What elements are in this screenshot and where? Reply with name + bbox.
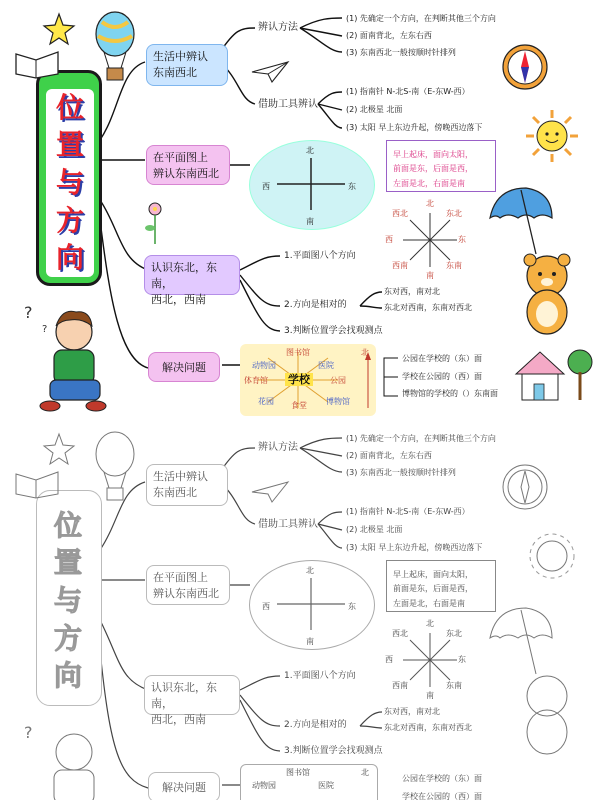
- compass-icon: [500, 462, 550, 512]
- title-char: 方: [55, 203, 84, 237]
- title-char: 与: [55, 165, 84, 199]
- dir-s: 南: [426, 271, 434, 280]
- sun-rule-box: [386, 560, 496, 612]
- dir-sw: 西南: [392, 681, 408, 690]
- branch-label: 解决问题: [162, 781, 206, 794]
- branch-life-directions: [146, 464, 228, 506]
- title-char: 向: [53, 659, 82, 693]
- svg-text:?: ?: [24, 303, 33, 322]
- branch-plan-directions: [146, 145, 230, 185]
- branch-label: 解决问题: [162, 361, 206, 374]
- compass-south: 南: [306, 217, 314, 226]
- method-item: (3) 东南西北一般按顺时针排列: [346, 468, 456, 477]
- branch-label: 在平面图上: [153, 571, 208, 584]
- branch-solve-problems: [148, 772, 220, 800]
- compass-east: 东: [348, 602, 356, 611]
- method-item: (3) 东南西北一般按顺时针排列: [346, 48, 456, 57]
- branch-intercardinal: [144, 675, 240, 726]
- book-icon: [12, 46, 62, 80]
- dir-s: 南: [426, 691, 434, 700]
- compass-north: 北: [306, 146, 314, 155]
- star-icon: [42, 432, 76, 466]
- map-zoo: 动物园: [252, 361, 276, 370]
- map-library: 图书馆: [286, 768, 310, 777]
- tool-item: (3) 太阳 早上东边升起，傍晚西边落下: [346, 123, 483, 132]
- map-zoo: 动物园: [252, 781, 276, 790]
- relative-item: 东对西，南对北: [384, 707, 440, 716]
- compass-south: 南: [306, 637, 314, 646]
- title-char: 置: [53, 546, 82, 580]
- question-bracket: [380, 354, 400, 400]
- method-item: (2) 面南背北，左东右西: [346, 31, 432, 40]
- branch-label: 生活中辨认: [153, 50, 208, 63]
- hot-air-balloon-icon: [92, 430, 138, 508]
- point-observation: 3.判断位置学会找观测点: [284, 326, 383, 336]
- paper-plane-icon: [250, 480, 290, 504]
- hot-air-balloon-icon: [92, 10, 138, 88]
- svg-text:?: ?: [24, 723, 33, 742]
- title-char: 位: [55, 90, 84, 124]
- map-garden: 花园: [258, 397, 274, 406]
- branch-label: 认识东北，东南，: [151, 261, 217, 290]
- branch-label: 辨认东南西北: [153, 166, 219, 180]
- relative-item: 东北对西南，东南对西北: [384, 303, 472, 312]
- tool-item: (2) 北极星 北面: [346, 105, 403, 114]
- point-relative: 2.方向是相对的: [284, 300, 347, 310]
- dir-n: 北: [426, 199, 434, 208]
- star-icon: [42, 12, 76, 46]
- dir-se: 东南: [446, 261, 462, 270]
- compass-icon: [500, 42, 550, 92]
- method-item: (2) 面南背北，左东右西: [346, 451, 432, 460]
- branch-label: 生活中辨认: [153, 470, 208, 483]
- sub-method: 辨认方法: [258, 442, 298, 453]
- sun-rule-line: 前面是东，后面是西，: [393, 164, 473, 173]
- tool-item: (3) 太阳 早上东边升起，傍晚西边落下: [346, 543, 483, 552]
- relative-item: 东北对西南，东南对西北: [384, 723, 472, 732]
- dir-ne: 东北: [446, 209, 462, 218]
- school-center: 学校: [285, 373, 313, 386]
- branch-label: 东南西北: [153, 485, 197, 499]
- map-museum: 博物馆: [326, 397, 350, 406]
- map-library: 图书馆: [286, 348, 310, 357]
- sun-rule-line: 前面是东，后面是西，: [393, 584, 473, 593]
- house-icon: [510, 344, 600, 404]
- flower-icon: [143, 200, 167, 246]
- tool-item: (1) 指南针 N-北S-南（E-东W-西）: [346, 507, 470, 516]
- method-item: (1) 先确定一个方向，在判断其他三个方向: [346, 434, 496, 443]
- compass-west: 西: [262, 182, 270, 191]
- map-north-mark: 北: [361, 348, 369, 357]
- relative-item: 东对西，南对北: [384, 287, 440, 296]
- map-gym: 体育馆: [244, 376, 268, 385]
- sun-icon: [524, 108, 580, 164]
- dir-nw: 西北: [392, 209, 408, 218]
- branch-life-directions: [146, 44, 228, 86]
- point-relative: 2.方向是相对的: [284, 720, 347, 730]
- dir-e: 东: [458, 235, 466, 244]
- book-icon: [12, 466, 62, 500]
- main-title-box: [36, 490, 102, 706]
- branch-intercardinal: [144, 255, 240, 306]
- sun-rule-line: 左面是北，右面是南: [393, 179, 465, 188]
- compass-north: 北: [306, 566, 314, 575]
- dir-se: 东南: [446, 681, 462, 690]
- branch-plan-directions: [146, 565, 230, 605]
- map-canteen: 食堂: [291, 401, 307, 410]
- bear-icon: [512, 250, 582, 338]
- tool-item: (1) 指南针 N-北S-南（E-东W-西）: [346, 87, 470, 96]
- title-char: 向: [55, 241, 84, 275]
- sun-rule-line: 早上起床，面向太阳，: [393, 150, 473, 159]
- question-line: 公园在学校的（东）面: [402, 774, 482, 783]
- branch-solve-problems: [148, 352, 220, 382]
- sub-method: 辨认方法: [258, 22, 298, 33]
- dir-sw: 西南: [392, 261, 408, 270]
- question-line: 学校在公园的（西）面: [402, 372, 482, 381]
- title-char: 与: [53, 583, 82, 617]
- sun-rule-line: 左面是北，右面是南: [393, 599, 465, 608]
- branch-label: 辨认东南西北: [153, 586, 219, 600]
- sun-rule-box: [386, 140, 496, 192]
- sub-tool: 借助工具辨认: [258, 519, 318, 530]
- paper-plane-icon: [250, 60, 290, 84]
- title-char: 方: [53, 621, 82, 655]
- compass-west: 西: [262, 602, 270, 611]
- method-item: (1) 先确定一个方向，在判断其他三个方向: [346, 14, 496, 23]
- point-eight-directions: 1.平面图八个方向: [284, 671, 356, 681]
- boy-icon: [20, 296, 110, 416]
- branch-label: 认识东北，东南，: [151, 681, 217, 710]
- map-north-mark: 北: [361, 768, 369, 777]
- compass-east: 东: [348, 182, 356, 191]
- question-line: 公园在学校的（东）面: [402, 354, 482, 363]
- question-line: 学校在公园的（西）面: [402, 792, 482, 800]
- sun-rule-line: 早上起床，面向太阳，: [393, 570, 473, 579]
- svg-text:?: ?: [42, 324, 48, 335]
- point-eight-directions: 1.平面图八个方向: [284, 251, 356, 261]
- dir-ne: 东北: [446, 629, 462, 638]
- branch-label: 西北，西南: [151, 712, 206, 726]
- question-line: 博物馆的学校的（）东南面: [402, 389, 498, 398]
- mindmap-outline: [0, 420, 600, 800]
- point-observation: 3.判断位置学会找观测点: [284, 746, 383, 756]
- branch-label: 东南西北: [153, 65, 197, 79]
- title-char: 位: [53, 508, 82, 542]
- bear-icon: [512, 670, 582, 758]
- branch-label: 在平面图上: [153, 151, 208, 164]
- map-hospital: 医院: [318, 781, 334, 790]
- tool-item: (2) 北极星 北面: [346, 525, 403, 534]
- dir-e: 东: [458, 655, 466, 664]
- dir-n: 北: [426, 619, 434, 628]
- dir-w: 西: [385, 655, 393, 664]
- branch-label: 西北，西南: [151, 292, 206, 306]
- dir-w: 西: [385, 235, 393, 244]
- sun-icon: [524, 528, 580, 584]
- map-park: 公园: [330, 376, 346, 385]
- main-title-box: [36, 70, 102, 286]
- dir-nw: 西北: [392, 629, 408, 638]
- sub-tool: 借助工具辨认: [258, 99, 318, 110]
- title-char: 置: [55, 128, 84, 162]
- boy-icon: [20, 716, 110, 800]
- map-hospital: 医院: [318, 361, 334, 370]
